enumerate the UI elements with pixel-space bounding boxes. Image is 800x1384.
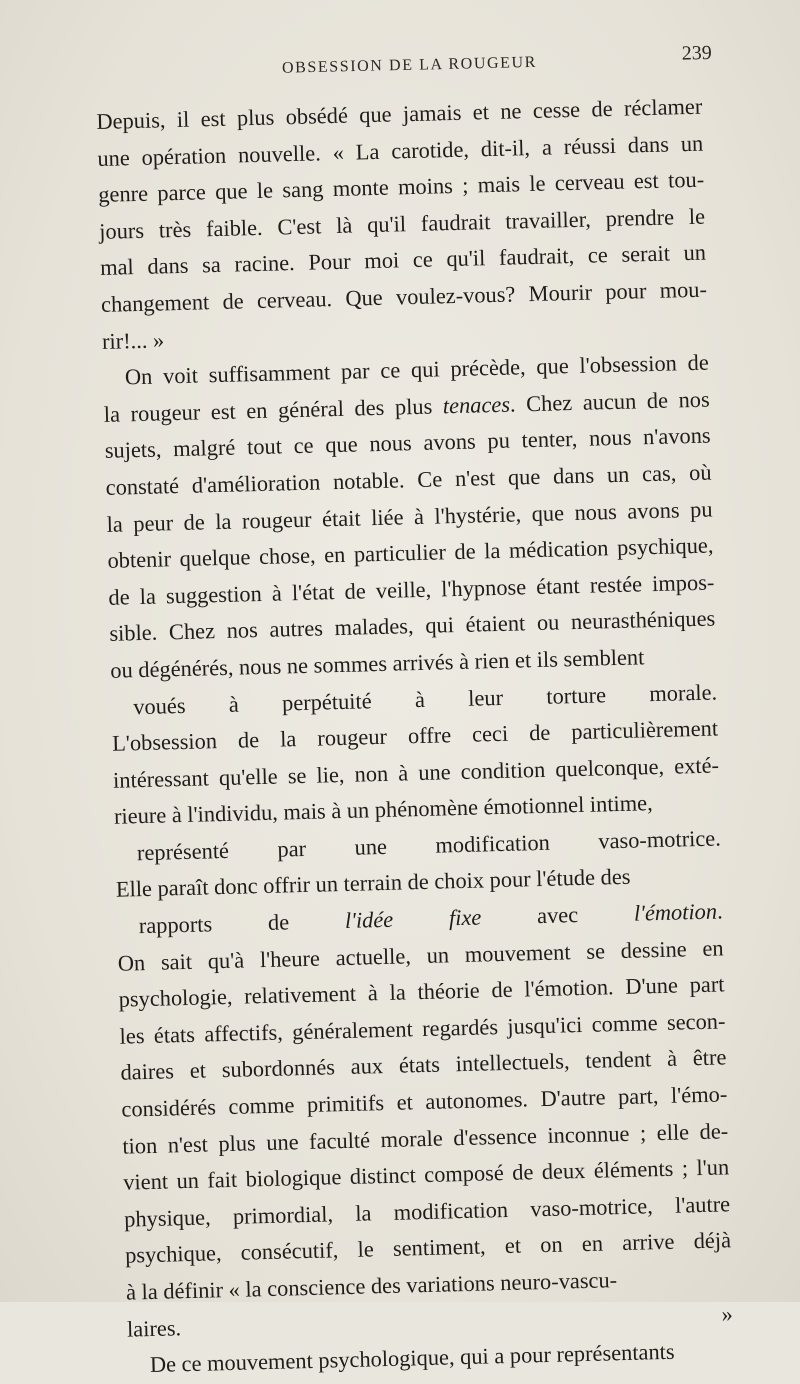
running-head: OBSESSION DE LA ROUGEUR: [281, 53, 538, 77]
text-segment: ou dégénérés, nous ne sommes arrivés à rien et ils semblent: [110, 644, 645, 683]
text-segment: psychologie, relativement à la théorie de l'émotion. D'une part: [118, 971, 725, 1012]
text-segment: L'obsession de la rougeur offre ceci de particulièrement: [111, 715, 719, 756]
text-segment: une opération nouvelle. « La carotide, dit-il, a réussi dans un: [97, 130, 704, 171]
text-segment: physique, primordial, la modification vaso-motrice, l'autre: [123, 1191, 731, 1232]
text-segment: tion n'est plus une faculté morale d'essence inconnue ; elle de-: [122, 1117, 729, 1159]
text-segment: daires et subordonnés aux états intellectuels, tendent à être: [120, 1044, 727, 1086]
text-segment: .: [716, 898, 723, 924]
text-segment: Depuis, il est plus obsédé que jamais et ne cesse de réclamer: [96, 93, 703, 134]
text-segment: sible. Chez nos autres malades, qui étaient ou neurasthéniques: [109, 605, 716, 647]
body-text: [96, 89, 734, 1384]
text-segment: considérés comme primitifs et autonomes. D'autre part, l'émo-: [121, 1081, 728, 1122]
text-segment: obtenir quelque chose, en particulier de la médication psychique,: [107, 532, 714, 573]
text-segment: Elle paraît donc offrir un terrain de choix pour l'étude des: [115, 864, 631, 903]
italic-term: l'idée fixe: [344, 904, 482, 934]
text-segment: De ce mouvement psychologique, qui a pour représentants: [149, 1338, 675, 1378]
text-segment: avec: [480, 900, 635, 930]
page-number: 239: [681, 41, 712, 65]
text-segment: représenté par une modification vaso-motrice.: [136, 825, 722, 866]
text-segment: rapports de: [138, 908, 346, 939]
italic-term: l'émotion: [633, 898, 718, 926]
text-segment: laires. »: [126, 1300, 734, 1342]
text-segment: voués à perpétuité à leur torture morale.: [132, 678, 718, 719]
text-segment: On voit suffisamment par ce qui précède, que l'obsession de: [124, 349, 710, 390]
text-segment: de la suggestion à l'état de veille, l'hypnose étant restée impos-: [108, 569, 715, 610]
page-header: [92, 38, 713, 92]
text-segment: jours très faible. C'est là qu'il faudrait travailler, prendre le: [98, 203, 706, 244]
text-segment: On sait qu'à l'heure actuelle, un mouvement se dessine en: [117, 935, 724, 976]
italic-term: tenaces: [442, 391, 511, 419]
text-segment: sujets, malgré tout ce que nous avons pu tenter, nous n'avons: [104, 422, 711, 464]
text-segment: vient un fait biologique distinct composé de deux éléments ; l'un: [122, 1154, 730, 1195]
text-segment: psychique, consécutif, le sentiment, et on en arrive déjà: [124, 1227, 732, 1269]
text-segment: la rougeur est en général des plus: [103, 393, 444, 427]
text-segment: constaté d'amélioration notable. Ce n'est que dans un cas, où: [105, 459, 712, 500]
text-segment: la peur de la rougeur était liée à l'hystérie, que nous avons pu: [106, 496, 713, 537]
text-segment: les états affectifs, généralement regardés jusqu'ici comme secon-: [119, 1008, 726, 1049]
text-segment: mal dans sa racine. Pour moi ce qu'il faudrait, ce serait un: [99, 239, 707, 281]
text-segment: intéressant qu'elle se lie, non à une condition quelconque, exté-: [112, 752, 720, 793]
text-segment: genre parce que le sang monte moins ; mais le cerveau est tou-: [97, 166, 705, 208]
text-segment: changement de cerveau. Que voulez-vous? Mourir pour mou-: [100, 276, 708, 317]
text-segment: à la définir « la conscience des variations neuro-vascu-: [125, 1267, 618, 1305]
text-segment: . Chez aucun de nos: [509, 386, 710, 417]
text-segment: rir!... »: [101, 326, 165, 354]
text-segment: rieure à l'individu, mais à un phénomène émotionnel intime,: [113, 790, 653, 830]
